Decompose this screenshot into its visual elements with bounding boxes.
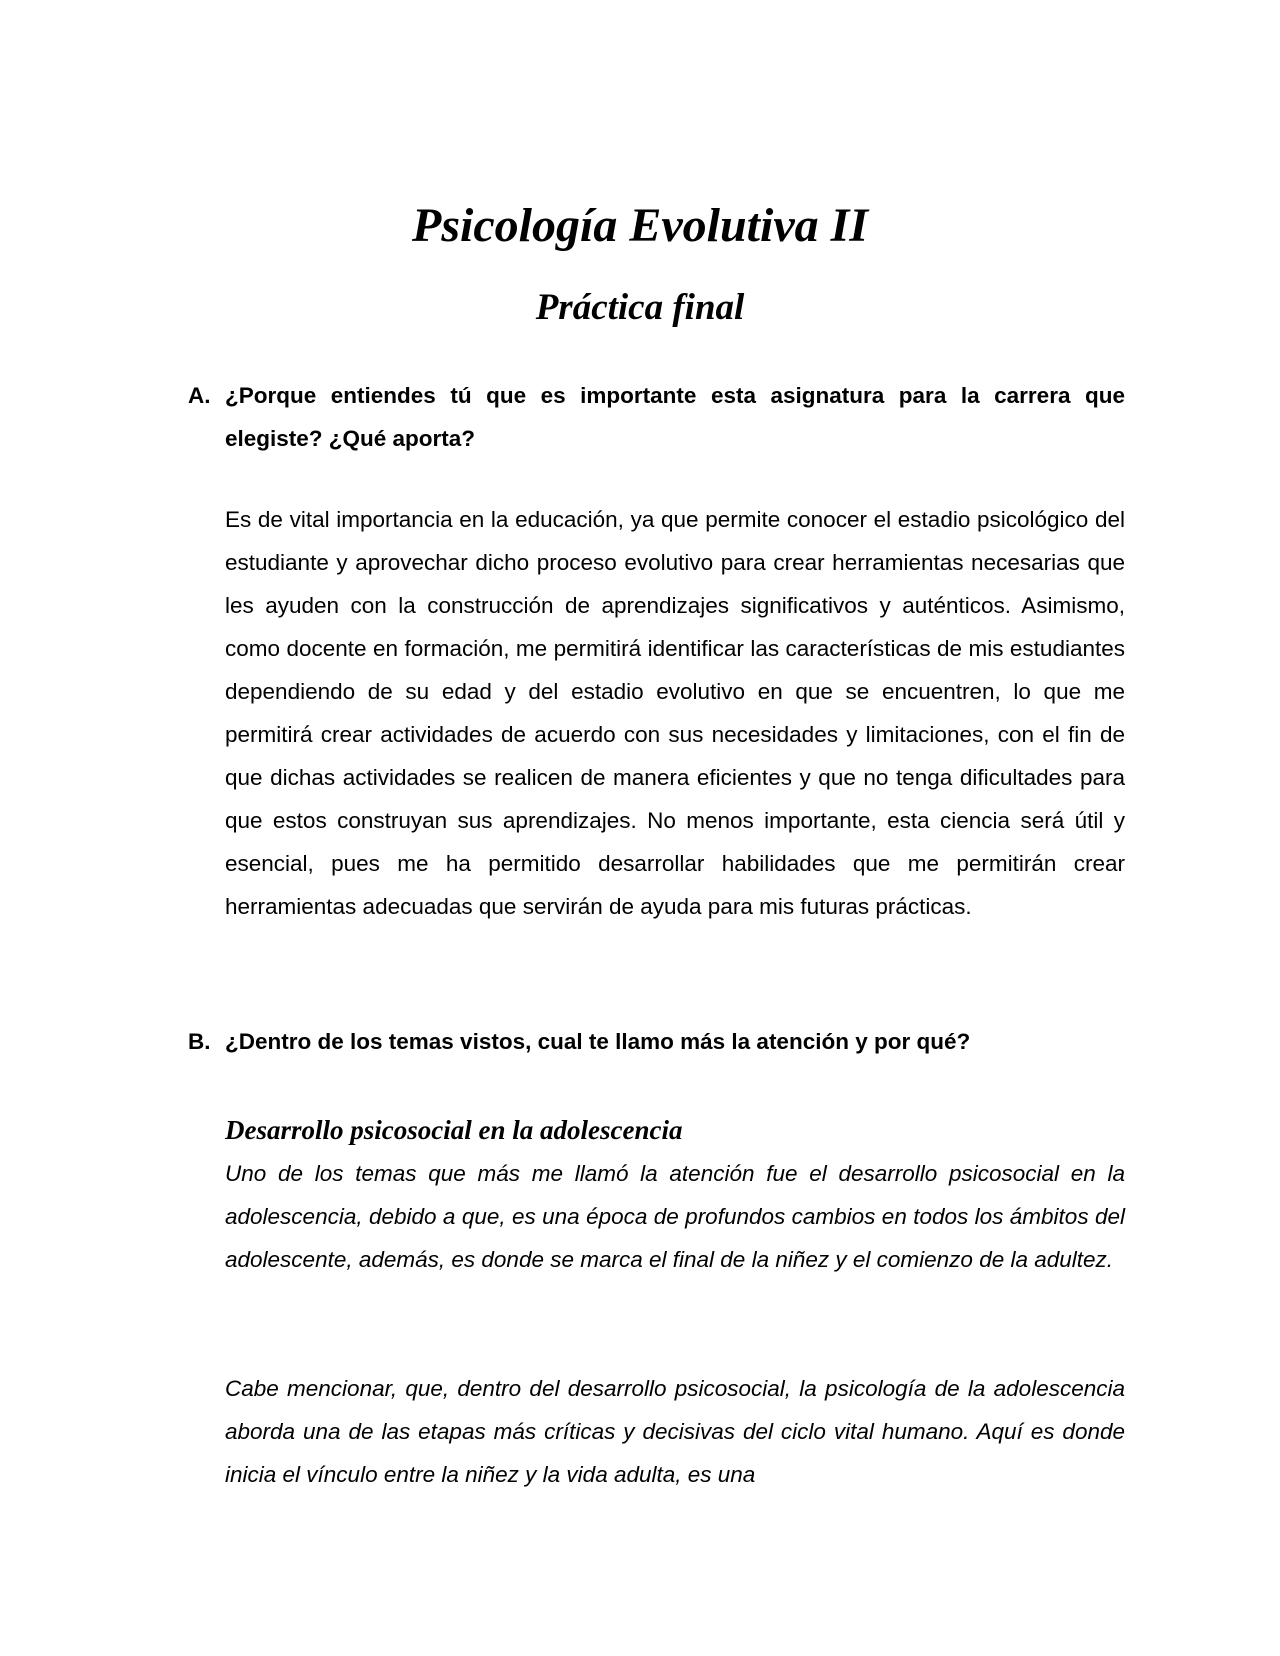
question-a-text: ¿Porque entiendes tú que es importante esta asignatura para la carrera que elegiste? ¿Qué aporta? <box>225 383 1125 451</box>
section-heading: Desarrollo psicosocial en la adolescencia <box>225 1115 683 1145</box>
question-a-letter: A. <box>188 383 211 408</box>
question-a-answer: Es de vital importancia en la educación, ya que permite conocer el estadio psicológico del estudiante y aprovechar dicho proceso evolutivo para crear herramientas necesarias que les ayuden con la construcción de aprendizajes significativos y auténticos. Asimismo, como docente en formación, me permitirá identificar las características de mis estudiantes dependiendo de su edad y del estadio evolutivo en que se encuentren, lo que me permitirá crear actividades de acuerdo con sus necesidades y limitaciones, con el fin de que dichas actividades se realicen de manera eficientes y que no tenga dificultades para que estos construyan sus aprendizajes. No menos importante, esta ciencia será útil y esencial, pues me ha permitido desarrollar habilidades que me permitirán crear herramientas adecuadas que servirán de ayuda para mis futuras prácticas. <box>225 507 1125 919</box>
document-title: Psicología Evolutiva II <box>412 199 868 252</box>
question-b-text: ¿Dentro de los temas vistos, cual te llamo más la atención y por qué? <box>225 1029 971 1054</box>
question-b-letter: B. <box>188 1029 211 1054</box>
question-b-paragraph-2: Cabe mencionar, que, dentro del desarrollo psicosocial, la psicología de la adolescencia aborda una de las etapas más críticas y decisivas del ciclo vital humano. Aquí es donde inicia el vínculo entre la niñez y la vida adulta, es una <box>225 1376 1125 1487</box>
document-subtitle: Práctica final <box>535 287 745 328</box>
question-b-paragraph-1: Uno de los temas que más me llamó la atención fue el desarrollo psicosocial en la adolescencia, debido a que, es una época de profundos cambios en todos los ámbitos del adolescente, además, es donde se marca el final de la niñez y el comienzo de la adultez. <box>225 1161 1125 1272</box>
